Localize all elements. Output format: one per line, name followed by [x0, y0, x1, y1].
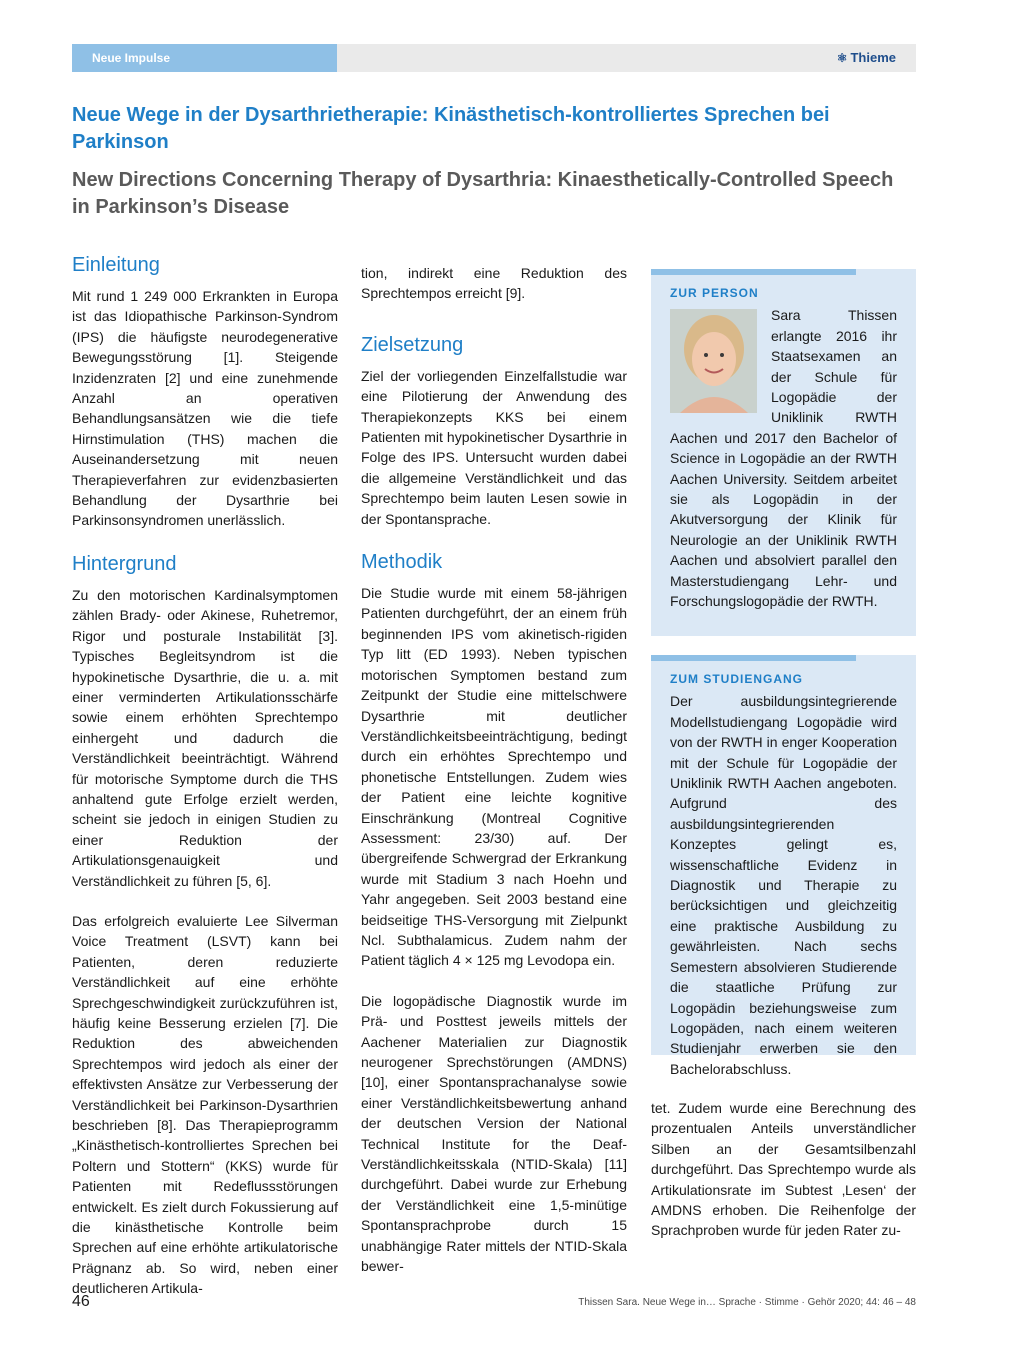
heading-methodik: Methodik [361, 551, 443, 574]
box-text-zur-person: Sara Thissen erlangte 2016 ihr Staatsexamen an der Schule für Logopädie der Uniklinik RWTH Aachen und 2017 den Bachelor of Science in Logopädie an der RWTH Aachen University. Seitdem arbeitet sie als Logopädin in der Akutversorgung der Klinik für Neurologie an der Uniklinik RWTH Aachen und absolviert parallel den Masterstudiengang Lehr- und Forschungslogopädie der RWTH. [670, 307, 897, 610]
author-portrait-icon [670, 309, 757, 413]
column-middle [361, 263, 627, 1296]
info-box-zur-person [651, 269, 916, 636]
paragraph-continued: tion, indirekt eine Reduktion des Sprechtempos erreicht [9]. [361, 265, 627, 302]
paragraph-hintergrund-2: Das erfolgreich evaluierte Lee Silverman Voice Treatment (LSVT) kann bei Patienten, deren reduzierte Verständlichkeit auf eine erhöhte Sprechgeschwindigkeit zurückzuführen ist, häufig keine Besserung erzielen [7]. Die Reduktion des abweichenden Sprechtempos wird jedoch als einer der effektivsten Ansätze zur Verbesserung der Verständlichkeit bei Parkinson-Dysarthrien beschrieben [8]. Das Therapieprogramm „Kinästhetisch-kontrolliertes Sprechen bei Poltern und Stottern“ (KKS) wurde für Patienten mit Redeflussstörungen entwickelt. Es zielt durch Fokussierung auf die kinästhetische Kontrolle beim Sprechen auf eine erhöhte artikulatorische Prägnanz ab. So wird, neben einer deutlicheren Artikula- [72, 912, 338, 1297]
box-text-zum-studiengang: Der ausbildungsintegrierende Modellstudiengang Logopädie wird von der RWTH in enger Kooperation mit der Schule für Logopädie der Uniklinik RWTH Aachen angeboten. Aufgrund des ausbildungsintegrierenden Konzeptes gelingt es, wissenschaftliche Evidenz in Diagnostik und Therapie zu berücksichtigen und gleichzeitig eine praktische Ausbildung zu gewährleisten. Nach sechs Semestern absolvieren Studierende die staatliche Prüfung zur Logopädin beziehungsweise zum Logopäden, nach einem weiteren Studienjahr erwerben sie den Bachelorabschluss. [670, 693, 897, 1077]
citation-footer: Thissen Sara. Neue Wege in… Sprache · Stimme · Gehör 2020; 44: 46 – 48 [578, 1297, 916, 1308]
paragraph-methodik-3: tet. Zudem wurde eine Berechnung des prozentualen Anteils unverständlicher Silben an der Gesamtsilbenzahl durchgeführt. Das Sprechtempo wurde als Artikulationsrate im Subtest ‚Lesen‘ der AMDNS erhoben. Die Reihenfolge der Sprachproben wurde für jeden Rater zu- [651, 1100, 916, 1239]
paragraph-methodik-2: Die logopädische Diagnostik wurde im Prä- und Posttest jeweils mittels der Aachener Materialien zur Diagnostik neurogener Sprechstörungen (AMDNS) [10], einer Spontansprachanalyse sowie einer Verständlichkeitsbewertung anhand der deutschen Version der National Technical Institute for the Deaf-Verständlichkeitsskala (NTID-Skala) [11] durchgeführt. Dabei wurde zur Erhebung der Verständlichkeit eine 1,5-minütige Spontansprachprobe durch 15 unabhängige Rater mittels der NTID-Skala bewer- [361, 992, 627, 1275]
heading-hintergrund: Hintergrund [72, 552, 177, 575]
paragraph-einleitung: Mit rund 1 249 000 Erkrankten in Europa ist das Idiopathische Parkinson-Syndrom (IPS) die häufigste neurodegenerative Bewegungsstörung [1]. Steigende Inzidenzraten [2] und eine zunehmende Anzahl an operativen Behandlungsansätzen wie die tiefe Hirnstimulation (THS) machen die Auseinandersetzung mit neuen Therapieverfahren zur evidenzbasierten Behandlung der Dysarthrie bei Parkinsonsyndromen unerlässlich. [72, 288, 338, 529]
page-number: 46 [72, 1293, 90, 1310]
article-title-english: New Directions Concerning Therapy of Dysarthria: Kinaesthetically-Controlled Speech in Parkinson’s Disease [72, 169, 894, 218]
heading-einleitung: Einleitung [72, 254, 160, 276]
column-right [651, 1098, 916, 1261]
box-accent-bar [651, 269, 856, 275]
thieme-logo-icon: ⚛ [836, 51, 848, 65]
column-left [72, 252, 338, 1319]
header-bar [72, 44, 916, 72]
article-title-german: Neue Wege in der Dysarthrietherapie: Kinästhetisch-kontrolliertes Sprechen bei Parkinson [72, 104, 830, 153]
box-heading-zur-person: ZUR PERSON [670, 286, 759, 300]
box-heading-zum-studiengang: ZUM STUDIENGANG [670, 672, 803, 686]
box-accent-bar [651, 655, 856, 661]
section-label: Neue Impulse [72, 44, 337, 72]
paragraph-methodik-1: Die Studie wurde mit einem 58-jährigen Patienten durchgeführt, der an einem früh beginnenden IPS vom akinetisch-rigiden Typ litt (ED 1993). Neben typischen motorischen Symptomen bestand zum Zeitpunkt der Studie eine mittelschwere Dysarthrie mit deutlicher Verständlichkeitsbeeinträchtigung, bedingt durch ein erhöhtes Sprechtempo und phonetische Entstellungen. Zudem wies der Patient eine leichte kognitive Einschränkung (Montreal Cognitive Assessment: 23/30) auf. Der übergreifende Schwergrad der Erkrankung wurde mit Stadium 3 nach Hoehn und Yahr angegeben. Seit 2003 bestand eine beidseitige THS-Versorgung mit Zielpunkt Ncl. Subthalamicus. Zudem nahm der Patient täglich 4 × 125 mg Levodopa ein. [361, 585, 627, 969]
paragraph-hintergrund-1: Zu den motorischen Kardinalsymptomen zählen Brady- oder Akinese, Ruhetremor, Rigor und posturale Instabilität [3]. Typisches Begleitsyndrom ist die hypokinetische Dysarthrie, die u. a. mit einer verminderten Artikulationsschärfe sowie einem erhöhten Sprechtempo einhergeht und dadurch die Verständlichkeit beeinträchtigt. Während für motorische Symptome durch die THS anhaltend gute Erfolge erzielt werden, scheint sie jedoch in einigen Studien zu einer Reduktion der Artikulationsgenauigkeit und Verständlichkeit zu führen [5, 6]. [72, 586, 338, 889]
publisher-name: Thieme [850, 50, 896, 65]
author-photo [670, 309, 757, 413]
info-box-zum-studiengang [651, 655, 916, 1077]
heading-zielsetzung: Zielsetzung [361, 333, 464, 356]
paragraph-zielsetzung: Ziel der vorliegenden Einzelfallstudie war eine Pilotierung der Anwendung des Therapiekonzepts KKS bei einem Patienten mit hypokinetischer Dysarthrie in Folge des IPS. Untersucht wurden dabei die allgemeine Verständlichkeit und das Sprechtempo beim lauten Lesen sowie in der Spontansprache. [361, 367, 627, 527]
publisher-logo [837, 44, 896, 72]
